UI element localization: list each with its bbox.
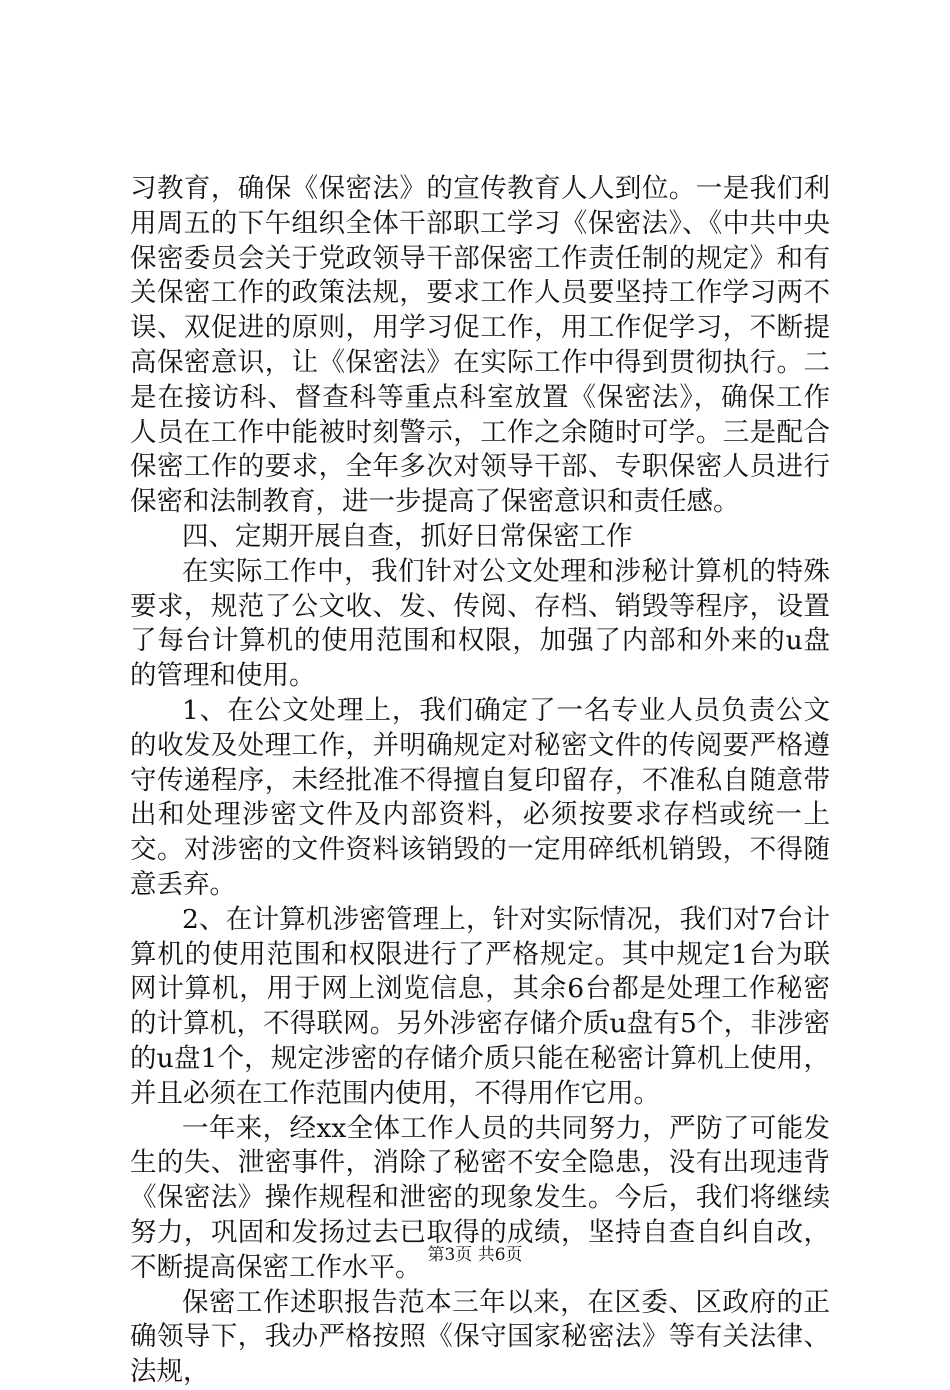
paragraph: 2、在计算机涉密管理上，针对实际情况，我们对7台计算机的使用范围和权限进行了严格规定。其中规定1台为联网计算机，用于网上浏览信息，其余6台都是处理工作秘密的计算机，不得联网。另外涉密存储介质u盘有5个，非涉密的u盘1个，规定涉密的存储介质只能在秘密计算机上使用，并且必须在工作范围内使用，不得用作它用。 [130, 903, 830, 1109]
document-body [130, 172, 830, 1390]
paragraph: 在实际工作中，我们针对公文处理和涉秘计算机的特殊要求，规范了公文收、发、传阅、存档、销毁等程序，设置了每台计算机的使用范围和权限，加强了内部和外来的u盘的管理和使用。 [130, 555, 830, 692]
paragraph: 保密工作述职报告范本三年以来，在区委、区政府的正确领导下，我办严格按照《保守国家秘密法》等有关法律、法规， [130, 1286, 830, 1388]
paragraph: 1、在公文处理上，我们确定了一名专业人员负责公文的收发及处理工作，并明确规定对秘密文件的传阅要严格遵守传递程序，未经批准不得擅自复印留存，不准私自随意带出和处理涉密文件及内部资料，必须按要求存档或统一上交。对涉密的文件资料该销毁的一定用碎纸机销毁，不得随意丢弃。 [130, 694, 830, 900]
paragraph: 一年来，经xx全体工作人员的共同努力，严防了可能发生的失、泄密事件，消除了秘密不安全隐患，没有出现违背《保密法》操作规程和泄密的现象发生。今后，我们将继续努力，巩固和发扬过去已取得的成绩，坚持自查自纠自改，不断提高保密工作水平。 [130, 1112, 830, 1283]
page-number-footer: 第3页 共6页 [427, 1245, 523, 1265]
paragraph-continuation: 习教育，确保《保密法》的宣传教育人人到位。一是我们利用周五的下午组织全体干部职工学习《保密法》、《中共中央保密委员会关于党政领导干部保密工作责任制的规定》和有关保密工作的政策法规，要求工作人员要坚持工作学习两不误、双促进的原则，用学习促工作，用工作促学习，不断提高保密意识，让《保密法》在实际工作中得到贯彻执行。二是在接访科、督查科等重点科室放置《保密法》，确保工作人员在工作中能被时刻警示，工作之余随时可学。三是配合保密工作的要求，全年多次对领导干部、专职保密人员进行保密和法制教育，进一步提高了保密意识和责任感。 [130, 173, 830, 518]
section-heading: 四、定期开展自查，抓好日常保密工作 [182, 520, 633, 552]
